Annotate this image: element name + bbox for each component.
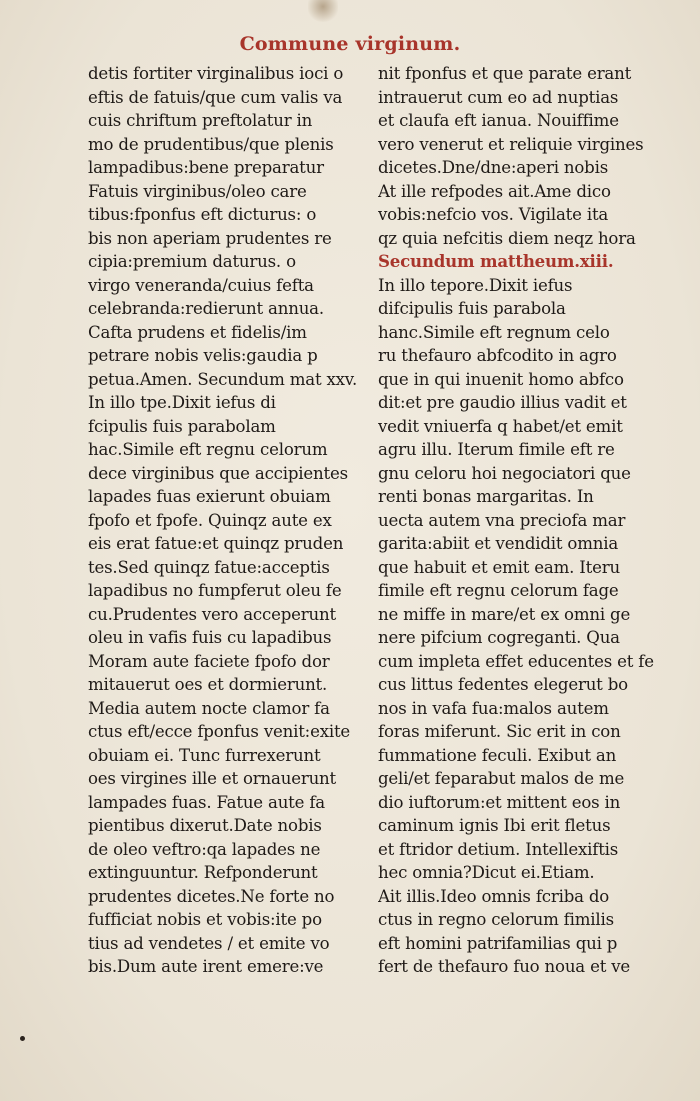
- text-line: eft homini patrifamilias qui p: [378, 933, 618, 953]
- text-line: nere pifcium cogreganti. Qua: [378, 628, 620, 647]
- text-line: garita:abiit et vendidit omnia: [378, 534, 619, 553]
- text-line: Ait illis.Ideo omnis fcriba do: [378, 886, 610, 906]
- text-line: de oleo veftro:qa lapades ne: [88, 839, 321, 859]
- text-line: mo de prudentibus/que plenis: [88, 134, 334, 154]
- text-line: petua.Amen. Secundum mat xxv.: [88, 369, 358, 389]
- text-line: nit fponfus et que parate erant: [378, 64, 632, 83]
- text-line: In illo tepore.Dixit iefus: [378, 275, 573, 295]
- text-line: que habuit et emit eam. Iteru: [378, 557, 620, 577]
- text-line: ru thefauro abfcodito in agro: [378, 346, 617, 365]
- right-text-column: [378, 62, 656, 979]
- text-line: cum impleta effet educentes et fe: [378, 651, 654, 671]
- text-line: Media autem nocte clamor fa: [88, 698, 330, 718]
- text-line: ne miffe in mare/et ex omni ge: [378, 604, 631, 624]
- left-text-column: [88, 62, 366, 979]
- text-line: dece virginibus que accipientes: [88, 463, 348, 483]
- text-line: virgo veneranda/cuius fefta: [88, 275, 314, 295]
- text-line: bis non aperiam prudentes re: [88, 228, 332, 248]
- text-line: vedit vniuerfa q habet/et emit: [378, 416, 623, 436]
- text-line: Secundum mattheum.xiii.: [378, 251, 614, 271]
- text-line: pientibus dixerut.Date nobis: [88, 816, 322, 835]
- text-line: lampades fuas. Fatue aute fa: [88, 792, 325, 812]
- text-line: cuis chriftum preftolatur in: [88, 111, 313, 130]
- text-line: hac.Simile eft regnu celorum: [88, 440, 328, 459]
- running-title: Commune virginum.: [239, 33, 461, 55]
- text-line: fert de thefauro fuo noua et ve: [378, 957, 631, 976]
- text-line: obuiam ei. Tunc furrexerunt: [88, 745, 321, 765]
- text-line: et claufa eft ianua. Nouiffime: [378, 111, 619, 130]
- text-line: At ille refpodes ait.Ame dico: [378, 181, 611, 201]
- text-line: hanc.Simile eft regnum celo: [378, 322, 610, 342]
- text-line: tius ad vendetes / et emite vo: [88, 933, 330, 953]
- text-line: eis erat fatue:et quinqz pruden: [88, 534, 344, 553]
- text-line: vobis:nefcio vos. Vigilate ita: [378, 205, 609, 224]
- text-line: dicetes.Dne/dne:aperi nobis: [378, 158, 609, 177]
- text-line: foras miferunt. Sic erit in con: [378, 722, 621, 741]
- text-line: et ftridor detium. Intellexiftis: [378, 839, 619, 859]
- text-line: celebranda:redierunt annua.: [88, 299, 324, 318]
- text-line: intrauerut cum eo ad nuptias: [378, 87, 619, 107]
- ink-blot: [308, 0, 338, 22]
- text-line: extinguuntur. Refponderunt: [88, 863, 318, 882]
- text-line: detis fortiter virginalibus ioci o: [88, 64, 344, 83]
- text-line: bis.Dum aute irent emere:ve: [88, 957, 324, 976]
- text-line: dio iuftorum:et mittent eos in: [378, 792, 621, 812]
- text-line: dit:et pre gaudio illius vadit et: [378, 393, 627, 412]
- text-line: fcipulis fuis parabolam: [88, 416, 276, 436]
- text-line: uecta autem vna preciofa mar: [378, 510, 626, 530]
- text-line: Fatuis virginibus/oleo care: [88, 181, 307, 201]
- text-line: eftis de fatuis/que cum valis va: [88, 87, 343, 107]
- text-line: difcipulis fuis parabola: [378, 299, 566, 318]
- text-line: In illo tpe.Dixit iefus di: [88, 393, 276, 412]
- text-line: petrare nobis velis:gaudia p: [88, 346, 318, 365]
- ink-speck: [20, 1036, 25, 1041]
- text-line: Moram aute faciete fpofo dor: [88, 651, 330, 671]
- text-line: cipia:premium daturus. o: [88, 252, 296, 271]
- text-line: mitauerut oes et dormierunt.: [88, 675, 328, 694]
- text-line: lampadibus:bene preparatur: [88, 158, 324, 177]
- text-line: fpofo et fpofe. Quinqz aute ex: [88, 510, 332, 530]
- text-line: tes.Sed quinqz fatue:acceptis: [88, 557, 330, 577]
- text-line: nos in vafa fua:malos autem: [378, 698, 609, 718]
- text-line: qz quia nefcitis diem neqz hora: [378, 228, 636, 248]
- text-line: fufficiat nobis et vobis:ite po: [88, 910, 322, 929]
- text-line: tibus:fponfus eft dicturus: o: [88, 205, 317, 224]
- text-line: prudentes dicetes.Ne forte no: [88, 886, 335, 906]
- text-line: lapades fuas exierunt obuiam: [88, 487, 331, 506]
- text-line: caminum ignis Ibi erit fletus: [378, 816, 611, 835]
- text-line: cus littus fedentes elegerut bo: [378, 675, 628, 694]
- text-line: hec omnia?Dicut ei.Etiam.: [378, 863, 595, 882]
- text-line: fummatione feculi. Exibut an: [378, 745, 617, 765]
- text-line: renti bonas margaritas. In: [378, 487, 594, 506]
- text-line: cu.Prudentes vero acceperunt: [88, 604, 336, 624]
- text-line: ctus in regno celorum fimilis: [378, 910, 614, 929]
- text-line: lapadibus no fumpferut oleu fe: [88, 581, 342, 600]
- text-line: que in qui inuenit homo abfco: [378, 369, 624, 389]
- text-line: Cafta prudens et fidelis/im: [88, 322, 307, 342]
- text-line: agru illu. Iterum fimile eft re: [378, 440, 615, 459]
- text-line: fimile eft regnu celorum fage: [378, 581, 619, 600]
- text-line: oleu in vafis fuis cu lapadibus: [88, 628, 332, 647]
- text-line: gnu celoru hoi negociatori que: [378, 463, 631, 483]
- text-line: ctus eft/ecce fponfus venit:exite: [88, 722, 351, 741]
- text-line: oes virgines ille et ornauerunt: [88, 769, 337, 788]
- text-line: geli/et feparabut malos de me: [378, 769, 625, 788]
- text-line: vero venerut et reliquie virgines: [378, 134, 644, 154]
